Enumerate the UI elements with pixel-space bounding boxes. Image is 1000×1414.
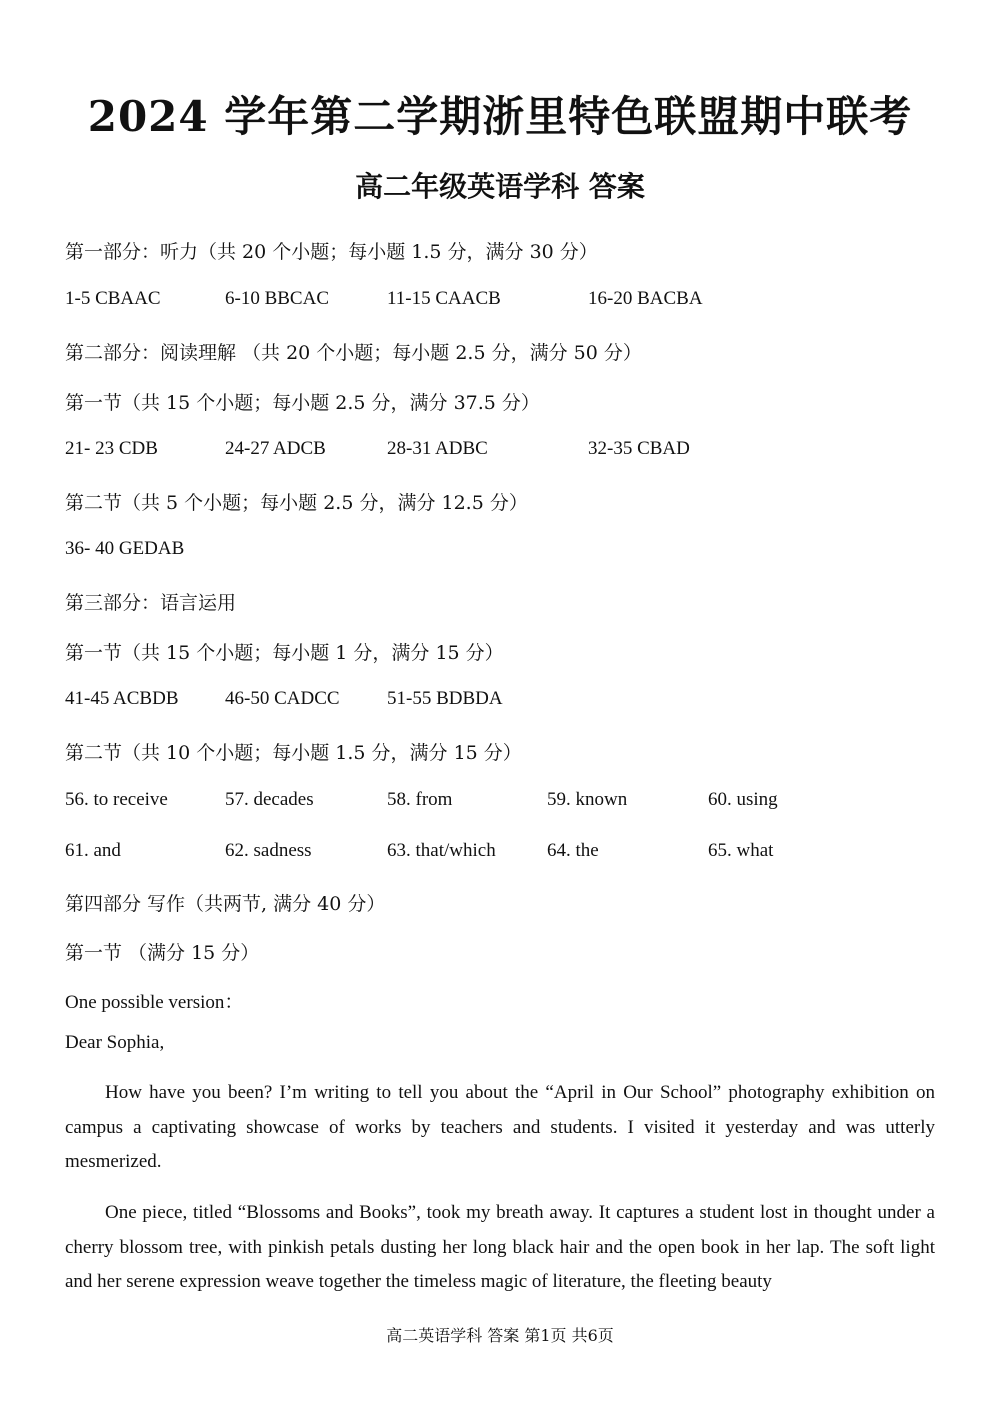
answer-item: 64. the [547,840,599,861]
page-footer: 高二英语学科 答案 第1页 共6页 [386,1326,614,1345]
part4-section1-heading: 第一节 （满分 15 分） [65,942,260,964]
answer-item: 63. that/which [387,840,496,861]
part4-heading: 第四部分 写作（共两节, 满分 40 分） [65,893,386,915]
answer-group: 11-15 CAACB [387,288,501,309]
essay-paragraph: How have you been? I’m writing to tell you about the “April in Our School” photography exhibition on campus a captivating showcase of works by teachers and students. I visited it yesterday and was utterly mesmerized. [65,1082,935,1172]
answer-item: 60. using [708,789,778,810]
answer-item: 59. known [547,789,628,810]
answer-group: 32-35 CBAD [588,438,690,459]
version-label: One possible version： [65,992,244,1013]
page-title: 2024 学年第二学期浙里特色联盟期中联考 [87,92,913,141]
answer-item: 62. sadness [225,840,312,861]
answer-group: 21- 23 CDB [65,438,158,459]
answer-group: 46-50 CADCC [225,688,340,709]
part3-section2-heading: 第二节（共 10 个小题；每小题 1.5 分，满分 15 分） [65,742,522,764]
page-subtitle: 高二年级英语学科 答案 [355,170,645,203]
answer-group: 1-5 CBAAC [65,288,161,309]
part2-section1-heading: 第一节（共 15 个小题；每小题 2.5 分，满分 37.5 分） [65,392,540,414]
part1-heading: 第一部分：听力（共 20 个小题；每小题 1.5 分，满分 30 分） [65,241,598,263]
part2-section2-heading: 第二节（共 5 个小题；每小题 2.5 分，满分 12.5 分） [65,492,528,514]
answer-item: 58. from [387,789,453,810]
part3-heading: 第三部分：语言运用 [65,592,237,614]
answer-group: 16-20 BACBA [588,288,703,309]
answer-item: 57. decades [225,789,314,810]
answer-group: 41-45 ACBDB [65,688,179,709]
part3-section1-heading: 第一节（共 15 个小题；每小题 1 分，满分 15 分） [65,642,504,664]
salutation: Dear Sophia, [65,1032,165,1053]
answer-item: 56. to receive [65,789,168,810]
answer-group: 28-31 ADBC [387,438,488,459]
answer-group: 6-10 BBCAC [225,288,329,309]
answer-group: 51-55 BDBDA [387,688,503,709]
answer-item: 61. and [65,840,121,861]
answer-item: 65. what [708,840,774,861]
part2-heading: 第二部分：阅读理解 （共 20 个小题；每小题 2.5 分，满分 50 分） [65,342,642,364]
answer-group: 24-27 ADCB [225,438,326,459]
essay-paragraph: One piece, titled “Blossoms and Books”, took my breath away. It captures a student lost in thought under a cherry blossom tree, with pinkish petals dusting her long black hair and the open book in her lap. The soft light and her serene expression weave together the timeless magic of literature, the fleeting beauty [65,1202,935,1292]
answer-group: 36- 40 GEDAB [65,538,185,559]
